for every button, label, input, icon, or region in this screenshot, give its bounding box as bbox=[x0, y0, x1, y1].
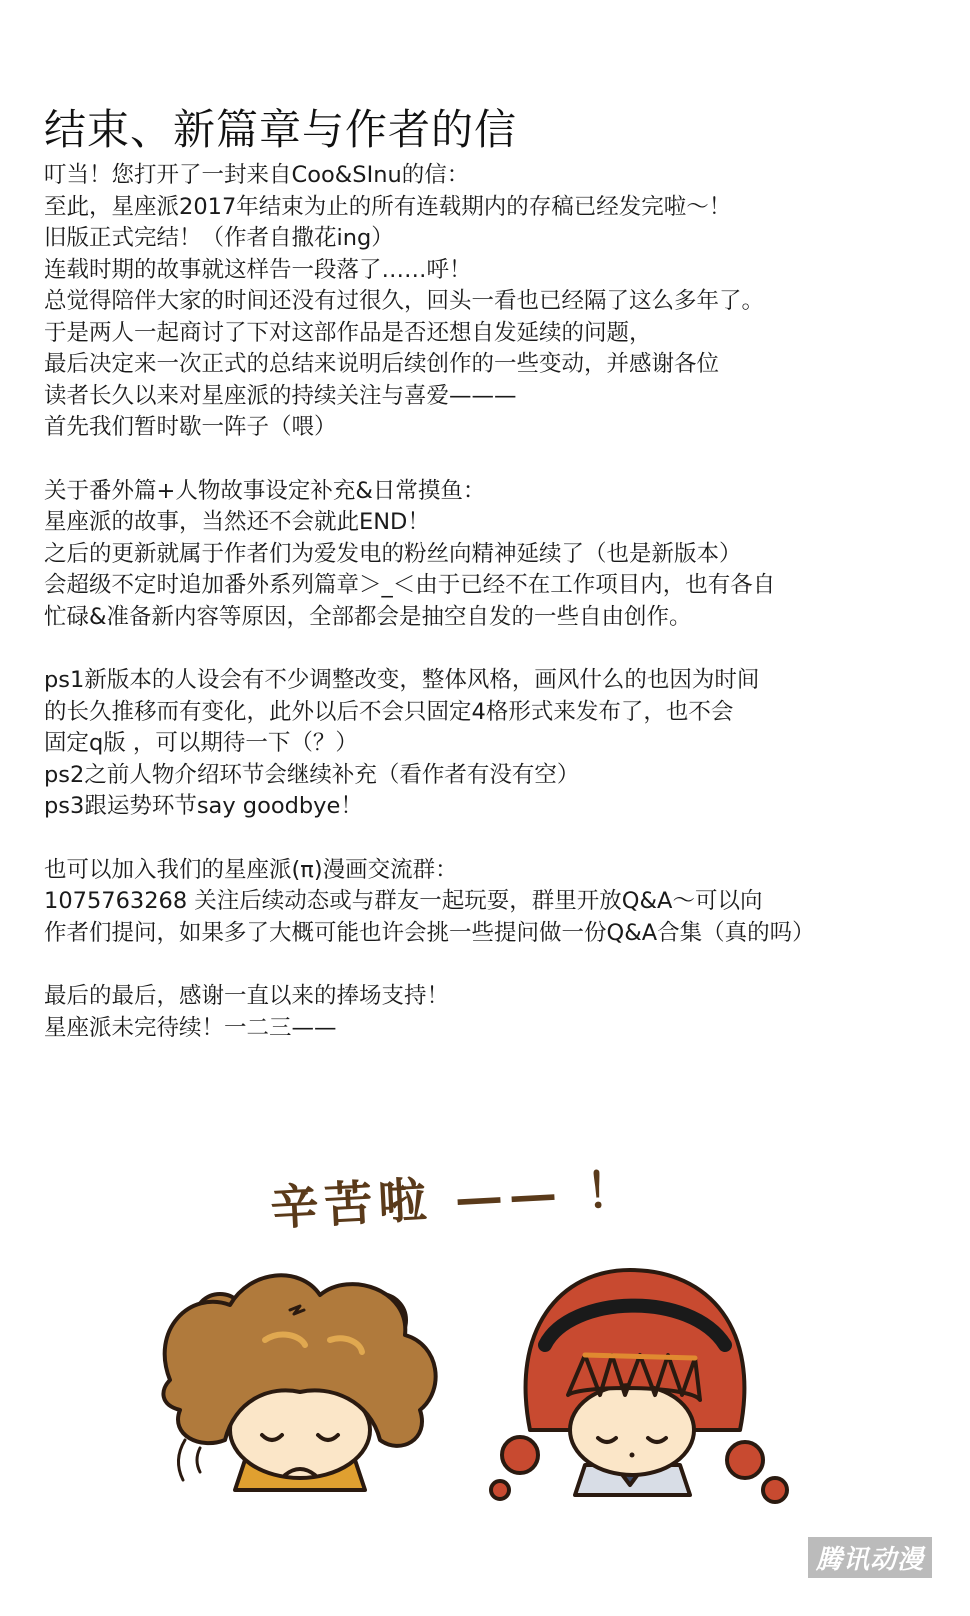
text-line: 连载时期的故事就这样告一段落了……呼！ bbox=[44, 256, 472, 283]
site-watermark: 腾讯动漫 bbox=[808, 1537, 932, 1578]
text-line: ps3跟运势环节say goodbye！ bbox=[44, 793, 363, 819]
left-character bbox=[163, 1275, 435, 1490]
paragraph-extras bbox=[44, 476, 944, 634]
text-line: 旧版正式完结！（作者自撒花ing） bbox=[44, 225, 394, 251]
text-line: 之后的更新就属于作者们为爱发电的粉丝向精神延续了（也是新版本） bbox=[44, 540, 742, 567]
text-line: 首先我们暂时歇一阵子（喂） bbox=[44, 414, 337, 440]
paragraph-group bbox=[44, 855, 944, 950]
paragraph-ps bbox=[44, 665, 944, 823]
page-title: 结束、新篇章与作者的信 bbox=[44, 105, 518, 155]
text-line: 会超级不定时追加番外系列篇章＞_＜由于已经不在工作项目内，也有各自 bbox=[44, 572, 776, 598]
right-character bbox=[491, 1270, 787, 1502]
text-line: 固定q版 ，可以期待一下（？） bbox=[44, 730, 358, 756]
text-line: 叮当！您打开了一封来自Coo&SInu的信： bbox=[44, 162, 470, 188]
text-line: 于是两人一起商讨了下对这部作品是否还想自发延续的问题， bbox=[44, 319, 652, 346]
text-line: 至此，星座派2017年结束为止的所有连载期内的存稿已经发完啦～！ bbox=[44, 193, 732, 220]
text-line: ps2之前人物介绍环节会继续补充（看作者有没有空） bbox=[44, 761, 580, 788]
text-line: 总觉得陪伴大家的时间还没有过很久，回头一看也已经隔了这么多年了。 bbox=[44, 288, 765, 314]
text-line: 关于番外篇+人物故事设定补充&日常摸鱼： bbox=[44, 477, 486, 504]
text-line: 星座派的故事，当然还不会就此END！ bbox=[44, 509, 430, 535]
handwritten-caption: 辛苦啦 —— ！ bbox=[269, 1161, 641, 1237]
letter-body bbox=[44, 160, 944, 1076]
text-line: 也可以加入我们的星座派(π)漫画交流群： bbox=[44, 856, 458, 883]
text-line: 作者们提问，如果多了大概可能也许会挑一些提问做一份Q&A合集（真的吗） bbox=[44, 919, 815, 946]
text-line: 1075763268 关注后续动态或与群友一起玩耍，群里开放Q&A～可以向 bbox=[44, 888, 763, 914]
text-line: 最后的最后，感谢一直以来的捧场支持！ bbox=[44, 983, 450, 1009]
text-line: 忙碌&准备新内容等原因，全部都会是抽空自发的一些自由创作。 bbox=[44, 603, 692, 630]
text-line: 星座派未完待续！一二三—— bbox=[44, 1014, 337, 1041]
text-line: 最后决定来一次正式的总结来说明后续创作的一些变动，并感谢各位 bbox=[44, 351, 720, 377]
text-line: 读者长久以来对星座派的持续关注与喜爱——— bbox=[44, 382, 517, 409]
text-line: 的长久推移而有变化，此外以后不会只固定4格形式来发布了，也不会 bbox=[44, 698, 734, 725]
text-line: ps1新版本的人设会有不少调整改变，整体风格，画风什么的也因为时间 bbox=[44, 667, 760, 693]
paragraph-intro bbox=[44, 160, 944, 444]
paragraph-closing bbox=[44, 981, 944, 1044]
